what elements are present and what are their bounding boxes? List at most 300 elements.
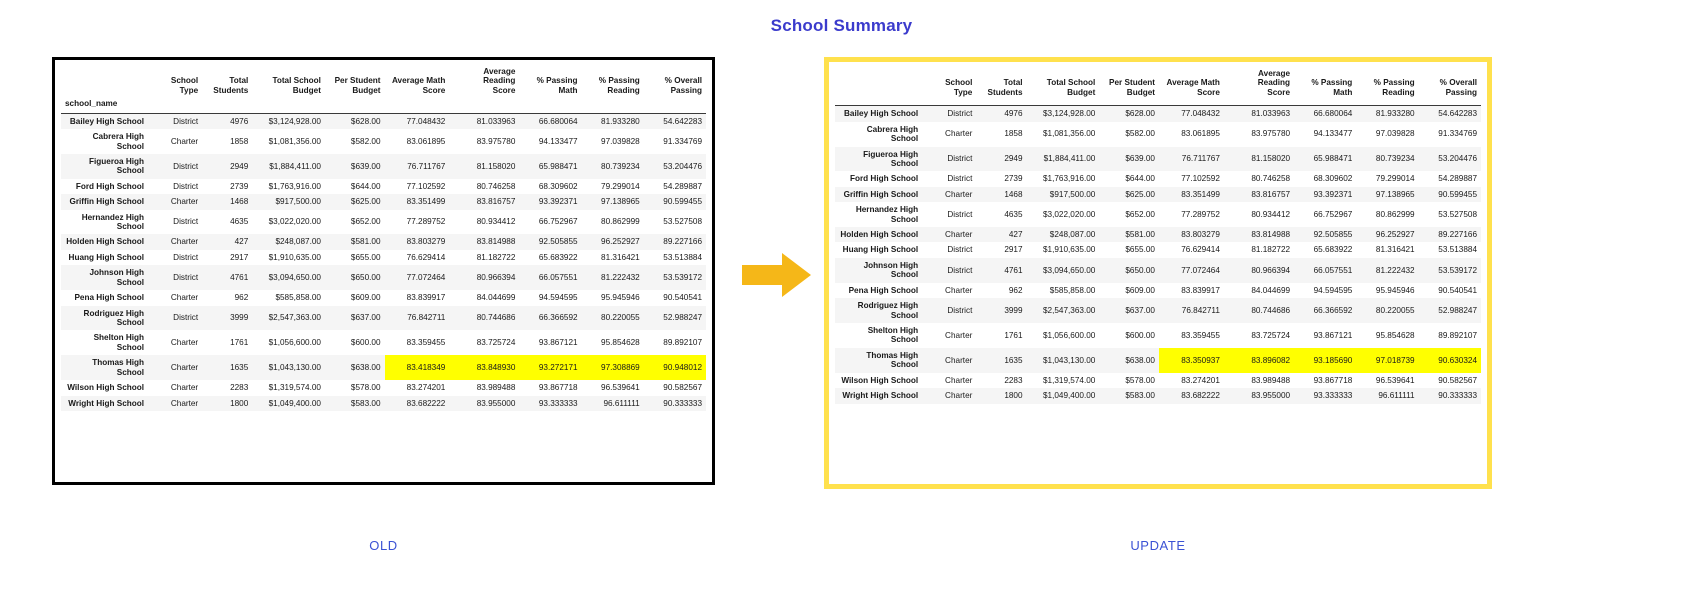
pct-passing-reading-cell: 96.252927 — [1375, 230, 1415, 240]
index-blank-2-old — [202, 98, 252, 113]
school-name-cell: Hernandez High School — [81, 212, 145, 232]
pct-overall-passing-cell: 89.227166 — [1438, 230, 1477, 240]
pct-overall-passing-cell: 90.540541 — [663, 293, 702, 303]
header-school-type-update: School Type — [945, 78, 973, 97]
total-students-cell: 2283 — [230, 383, 249, 393]
header-per-student-budget-update: Per Student Budget — [1109, 78, 1155, 97]
school-summary-table-update — [835, 66, 1481, 404]
school-name-cell: Wilson High School — [67, 383, 145, 393]
header-row-columns-update — [835, 66, 1481, 100]
total-school-budget-cell: $585,858.00 — [275, 293, 321, 303]
pct-passing-math-cell: 93.333333 — [538, 398, 578, 408]
average-math-score-cell: 77.048432 — [406, 116, 446, 126]
pct-overall-passing-cell: 53.539172 — [1438, 265, 1477, 275]
pct-overall-passing-cell: 53.539172 — [663, 273, 702, 283]
per-student-budget-cell: $581.00 — [350, 237, 381, 247]
pct-passing-reading-cell: 80.739234 — [1375, 154, 1415, 164]
header-blank-update — [835, 66, 926, 100]
school-name-cell: Holden High School — [66, 237, 145, 247]
school-type-cell: District — [173, 181, 199, 191]
average-math-score-cell: 83.803279 — [406, 237, 446, 247]
per-student-budget-cell: $583.00 — [350, 398, 381, 408]
average-math-score-cell: 83.803279 — [1181, 230, 1220, 240]
average-math-score-cell: 76.711767 — [1181, 154, 1220, 164]
per-student-budget-cell: $650.00 — [350, 273, 381, 283]
pct-passing-math-cell: 65.988471 — [1313, 154, 1353, 164]
average-math-score-cell: 76.629414 — [406, 252, 446, 262]
pct-overall-passing-cell: 89.227166 — [663, 237, 702, 247]
total-school-budget-cell: $1,884,411.00 — [269, 161, 321, 171]
school-type-cell: Charter — [945, 330, 973, 340]
per-student-budget-cell: $655.00 — [1125, 245, 1155, 255]
average-math-score-cell: 83.274201 — [406, 383, 446, 393]
index-blank-5-old — [385, 98, 450, 113]
average-reading-score-cell: 83.989488 — [476, 383, 516, 393]
total-school-budget-cell: $1,043,130.00 — [268, 362, 321, 372]
average-math-score-cell: 83.839917 — [1181, 285, 1220, 295]
pct-passing-reading-cell: 95.945946 — [1375, 285, 1415, 295]
header-school-type-old: School Type — [170, 76, 199, 95]
table-row — [61, 380, 706, 395]
average-reading-score-cell: 80.966394 — [1251, 265, 1291, 275]
update-table-panel — [824, 57, 1492, 489]
total-students-cell: 2739 — [230, 181, 249, 191]
pct-passing-math-cell: 93.867718 — [1313, 375, 1353, 385]
pct-overall-passing-cell: 90.582567 — [663, 383, 702, 393]
total-school-budget-cell: $1,056,600.00 — [268, 338, 321, 348]
header-pct-passing-reading-old: % Passing Reading — [598, 76, 640, 95]
table-body-old — [61, 113, 706, 411]
pct-passing-reading-cell: 96.611111 — [603, 398, 640, 408]
pct-passing-reading-cell: 80.862999 — [1375, 209, 1415, 219]
school-type-cell: District — [947, 174, 973, 184]
pct-overall-passing-cell: 54.642283 — [663, 116, 702, 126]
pct-passing-reading-cell: 81.933280 — [601, 116, 640, 126]
total-school-budget-cell: $1,081,356.00 — [1042, 129, 1096, 139]
per-student-budget-cell: $637.00 — [1125, 305, 1155, 315]
total-students-cell: 427 — [234, 237, 249, 247]
school-type-cell: Charter — [945, 375, 973, 385]
page-title: School Summary — [770, 16, 913, 35]
index-blank-6-old — [449, 98, 519, 113]
per-student-budget-cell: $639.00 — [1125, 154, 1155, 164]
pct-passing-math-cell: 68.309602 — [538, 181, 578, 191]
school-name-cell: Bailey High School — [844, 109, 919, 119]
pct-passing-math-cell: 92.505855 — [1313, 230, 1353, 240]
per-student-budget-cell: $578.00 — [350, 383, 381, 393]
total-students-cell: 962 — [234, 293, 249, 303]
pct-passing-reading-cell: 96.539641 — [601, 383, 640, 393]
per-student-budget-cell: $609.00 — [350, 293, 381, 303]
total-students-cell: 2917 — [1004, 245, 1023, 255]
index-blank-1-old — [152, 98, 202, 113]
average-math-score-cell: 76.711767 — [407, 161, 446, 171]
index-blank-8-old — [582, 98, 644, 113]
table-header-update — [835, 66, 1481, 106]
pct-passing-reading-cell: 81.316421 — [601, 252, 640, 262]
total-students-cell: 962 — [1008, 285, 1023, 295]
header-total-students-old: Total Students — [213, 76, 249, 95]
pct-passing-reading-cell: 97.039828 — [1375, 129, 1415, 139]
total-school-budget-cell: $248,087.00 — [275, 237, 321, 247]
table-row — [61, 265, 706, 290]
school-type-cell: District — [947, 109, 973, 119]
average-reading-score-cell: 83.989488 — [1251, 375, 1291, 385]
pct-passing-math-cell: 66.057551 — [538, 273, 578, 283]
school-name-cell: Johnson High School — [89, 268, 145, 287]
average-math-score-cell: 77.102592 — [406, 181, 446, 191]
school-type-cell: District — [947, 209, 973, 219]
average-reading-score-cell: 81.158020 — [476, 161, 516, 171]
total-students-cell: 2949 — [1004, 154, 1023, 164]
total-students-cell: 2283 — [1004, 375, 1023, 385]
average-reading-score-cell: 83.816757 — [476, 197, 516, 207]
school-type-cell: Charter — [170, 197, 199, 207]
average-math-score-cell: 77.102592 — [1181, 174, 1220, 184]
average-reading-score-cell: 81.033963 — [1251, 109, 1291, 119]
table-row — [835, 122, 1481, 147]
pct-overall-passing-cell: 90.630324 — [1419, 348, 1481, 373]
school-type-cell: Charter — [945, 285, 973, 295]
per-student-budget-cell: $652.00 — [1125, 209, 1155, 219]
pct-overall-passing-cell: 90.948012 — [644, 355, 706, 380]
pct-passing-math-cell: 93.867121 — [1313, 330, 1353, 340]
pct-overall-passing-cell: 91.334769 — [1438, 129, 1477, 139]
pct-passing-math-cell: 93.333333 — [1313, 391, 1353, 401]
average-reading-score-cell: 81.033963 — [476, 116, 516, 126]
school-name-cell: Huang High School — [68, 252, 145, 262]
header-pct-overall-passing-old: % Overall Passing — [664, 76, 702, 95]
school-type-cell: District — [947, 245, 973, 255]
header-total-school-budget-old: Total School Budget — [272, 76, 321, 95]
pct-passing-math-cell: 93.272171 — [519, 355, 581, 380]
header-pct-passing-math-old: % Passing Math — [536, 76, 578, 95]
table-row — [835, 283, 1481, 298]
total-school-budget-cell: $248,087.00 — [1049, 230, 1096, 240]
per-student-budget-cell: $644.00 — [1125, 174, 1155, 184]
table-row — [61, 396, 706, 411]
pct-overall-passing-cell: 90.582567 — [1438, 375, 1477, 385]
pct-passing-reading-cell: 81.222432 — [601, 273, 640, 283]
pct-passing-math-cell: 66.366592 — [538, 313, 578, 323]
pct-passing-math-cell: 66.366592 — [1313, 305, 1353, 315]
per-student-budget-cell: $600.00 — [1125, 330, 1155, 340]
total-students-cell: 1761 — [230, 338, 249, 348]
pct-passing-math-cell: 93.867718 — [538, 383, 578, 393]
index-label-old: school_name — [61, 98, 152, 113]
table-row — [835, 348, 1481, 373]
school-name-cell: Rodriguez High School — [83, 308, 145, 328]
total-students-cell: 1468 — [1004, 189, 1023, 199]
school-type-cell: District — [947, 305, 973, 315]
school-type-cell: District — [947, 265, 973, 275]
total-students-cell: 4976 — [230, 116, 249, 126]
pct-passing-reading-cell: 97.138965 — [601, 197, 640, 207]
table-row — [61, 330, 706, 355]
table-row — [835, 388, 1481, 403]
average-reading-score-cell: 83.816757 — [1251, 189, 1291, 199]
average-math-score-cell: 83.839917 — [406, 293, 446, 303]
average-math-score-cell: 77.289752 — [406, 217, 446, 227]
per-student-budget-cell: $650.00 — [1125, 265, 1155, 275]
caption-old: OLD — [369, 538, 398, 553]
pct-overall-passing-cell: 90.333333 — [1438, 391, 1477, 401]
pct-overall-passing-cell: 52.988247 — [1438, 305, 1477, 315]
table-row — [61, 234, 706, 249]
average-math-score-cell: 77.072464 — [1181, 265, 1220, 275]
old-table-panel — [52, 57, 715, 485]
school-type-cell: District — [173, 116, 199, 126]
pct-passing-math-cell: 66.680064 — [1313, 109, 1353, 119]
pct-passing-math-cell: 65.683922 — [538, 252, 578, 262]
total-school-budget-cell: $2,547,363.00 — [268, 313, 321, 323]
school-name-cell: Ford High School — [849, 174, 919, 184]
total-students-cell: 2739 — [1004, 174, 1023, 184]
total-school-budget-cell: $1,043,130.00 — [1042, 355, 1096, 365]
average-reading-score-cell: 80.744686 — [476, 313, 516, 323]
school-summary-table-old — [61, 64, 706, 411]
school-name-cell: Pena High School — [74, 293, 145, 303]
per-student-budget-cell: $578.00 — [1125, 375, 1155, 385]
average-reading-score-cell: 80.966394 — [476, 273, 516, 283]
school-type-cell: Charter — [945, 391, 973, 401]
header-total-students-update: Total Students — [987, 78, 1023, 97]
old-table-scroll — [55, 60, 712, 482]
table-row — [61, 210, 706, 235]
pct-overall-passing-cell: 90.599455 — [1438, 189, 1477, 199]
pct-passing-math-cell: 94.133477 — [1313, 129, 1353, 139]
pct-overall-passing-cell: 54.289887 — [663, 181, 702, 191]
update-table-scroll — [829, 62, 1487, 484]
table-row — [61, 154, 706, 179]
table-row — [61, 250, 706, 265]
table-row — [835, 373, 1481, 388]
average-math-score-cell: 83.682222 — [406, 398, 446, 408]
average-reading-score-cell: 83.814988 — [1251, 230, 1291, 240]
school-name-cell: Pena High School — [848, 285, 919, 295]
per-student-budget-cell: $581.00 — [1125, 230, 1155, 240]
pct-overall-passing-cell: 89.892107 — [663, 338, 702, 348]
average-reading-score-cell: 80.744686 — [1251, 305, 1291, 315]
pct-overall-passing-cell: 52.988247 — [663, 313, 702, 323]
index-blank-9-old — [644, 98, 706, 113]
table-row — [61, 113, 706, 129]
total-school-budget-cell: $917,500.00 — [275, 197, 321, 207]
total-students-cell: 1635 — [1004, 355, 1023, 365]
average-math-score-cell: 76.842711 — [407, 313, 446, 323]
total-students-cell: 4635 — [230, 217, 249, 227]
header-average-math-score-update: Average Math Score — [1166, 78, 1220, 97]
total-students-cell: 4635 — [1004, 209, 1023, 219]
total-students-cell: 2949 — [230, 161, 249, 171]
pct-overall-passing-cell: 91.334769 — [663, 136, 702, 146]
school-name-cell: Shelton High School — [93, 333, 145, 352]
per-student-budget-cell: $628.00 — [1125, 109, 1155, 119]
table-row — [61, 355, 706, 380]
total-students-cell: 427 — [1008, 230, 1023, 240]
school-type-cell: District — [173, 217, 199, 227]
pct-passing-reading-cell: 97.039828 — [601, 136, 640, 146]
average-math-score-cell: 83.061895 — [1181, 129, 1220, 139]
school-name-cell: Ford High School — [75, 181, 145, 191]
school-type-cell: Charter — [945, 230, 973, 240]
table-row — [61, 290, 706, 305]
header-average-reading-score-old: Average Reading Score — [483, 67, 516, 95]
pct-passing-math-cell: 66.680064 — [538, 116, 578, 126]
total-school-budget-cell: $3,124,928.00 — [268, 116, 321, 126]
average-math-score-cell: 83.418349 — [385, 355, 450, 380]
pct-passing-math-cell: 65.988471 — [538, 161, 578, 171]
total-school-budget-cell: $3,094,650.00 — [1042, 265, 1096, 275]
school-name-cell: Figueroa High School — [89, 156, 145, 176]
pct-overall-passing-cell: 53.513884 — [663, 252, 702, 262]
total-school-budget-cell: $3,022,020.00 — [268, 217, 321, 227]
school-type-cell: District — [173, 273, 199, 283]
pct-passing-reading-cell: 97.018739 — [1356, 348, 1418, 373]
pct-passing-math-cell: 94.133477 — [538, 136, 578, 146]
pct-overall-passing-cell: 54.289887 — [1438, 174, 1477, 184]
pct-passing-reading-cell: 96.611111 — [1378, 391, 1415, 401]
school-name-cell: Wilson High School — [841, 375, 919, 385]
pct-passing-reading-cell: 95.854628 — [601, 338, 640, 348]
school-name-cell: Shelton High School — [867, 326, 919, 345]
pct-passing-reading-cell: 80.220055 — [601, 313, 640, 323]
average-reading-score-cell: 83.896082 — [1224, 348, 1294, 373]
school-type-cell: Charter — [170, 293, 199, 303]
average-math-score-cell: 83.359455 — [1181, 330, 1220, 340]
pct-passing-math-cell: 66.752967 — [538, 217, 578, 227]
total-students-cell: 4761 — [1004, 265, 1023, 275]
per-student-budget-cell: $625.00 — [1125, 189, 1155, 199]
pct-overall-passing-cell: 90.599455 — [663, 197, 702, 207]
school-type-cell: Charter — [945, 189, 973, 199]
school-type-cell: District — [173, 252, 199, 262]
table-row — [61, 129, 706, 154]
school-name-cell: Hernandez High School — [855, 205, 919, 224]
pct-passing-reading-cell: 81.933280 — [1375, 109, 1415, 119]
header-pct-passing-math-update: % Passing Math — [1311, 78, 1353, 97]
per-student-budget-cell: $638.00 — [350, 362, 381, 372]
pct-overall-passing-cell: 89.892107 — [1438, 330, 1477, 340]
total-school-budget-cell: $917,500.00 — [1049, 189, 1096, 199]
average-reading-score-cell: 80.934412 — [1251, 209, 1291, 219]
per-student-budget-cell: $582.00 — [1125, 129, 1155, 139]
pct-passing-math-cell: 93.867121 — [538, 338, 578, 348]
caption-update: UPDATE — [1130, 538, 1186, 553]
header-average-reading-score-update: Average Reading Score — [1257, 69, 1291, 97]
average-math-score-cell: 83.351499 — [406, 197, 446, 207]
pct-passing-math-cell: 94.594595 — [1313, 285, 1353, 295]
pct-overall-passing-cell: 90.333333 — [663, 398, 702, 408]
pct-passing-reading-cell: 79.299014 — [1375, 174, 1415, 184]
table-row — [61, 179, 706, 194]
school-type-cell: District — [947, 154, 973, 164]
table-row — [61, 306, 706, 331]
average-math-score-cell: 83.350937 — [1159, 348, 1224, 373]
school-name-cell: Griffin High School — [69, 197, 145, 207]
per-student-budget-cell: $637.00 — [350, 313, 381, 323]
school-name-cell: Cabrera High School — [866, 124, 919, 144]
total-students-cell: 1800 — [1004, 391, 1023, 401]
average-math-score-cell: 77.072464 — [406, 273, 446, 283]
table-row — [835, 323, 1481, 348]
pct-passing-reading-cell: 96.539641 — [1375, 375, 1415, 385]
header-pct-passing-reading-update: % Passing Reading — [1373, 78, 1415, 97]
pct-passing-math-cell: 66.752967 — [1313, 209, 1353, 219]
total-school-budget-cell: $3,124,928.00 — [1042, 109, 1096, 119]
total-school-budget-cell: $1,319,574.00 — [268, 383, 321, 393]
average-math-score-cell: 76.629414 — [1181, 245, 1220, 255]
pct-passing-math-cell: 65.683922 — [1313, 245, 1353, 255]
average-reading-score-cell: 83.814988 — [476, 237, 516, 247]
school-type-cell: Charter — [945, 355, 973, 365]
average-reading-score-cell: 84.044699 — [476, 293, 516, 303]
average-reading-score-cell: 83.955000 — [1251, 391, 1291, 401]
index-blank-4-old — [325, 98, 385, 113]
table-row — [835, 258, 1481, 283]
average-math-score-cell: 76.842711 — [1181, 305, 1220, 315]
school-name-cell: Cabrera High School — [92, 132, 145, 151]
school-name-cell: Wright High School — [68, 398, 145, 408]
average-reading-score-cell: 83.725724 — [476, 338, 516, 348]
school-name-cell: Thomas High School — [866, 350, 919, 370]
school-name-cell: Huang High School — [842, 245, 919, 255]
per-student-budget-cell: $644.00 — [350, 181, 381, 191]
school-name-cell: Johnson High School — [863, 260, 919, 280]
total-school-budget-cell: $1,910,635.00 — [1042, 245, 1096, 255]
header-per-student-budget-old: Per Student Budget — [334, 76, 381, 95]
total-students-cell: 3999 — [230, 313, 249, 323]
pct-passing-math-cell: 92.505855 — [538, 237, 578, 247]
average-reading-score-cell: 84.044699 — [1251, 285, 1291, 295]
average-math-score-cell: 83.682222 — [1181, 391, 1220, 401]
school-type-cell: Charter — [170, 136, 199, 146]
table-body-update — [835, 106, 1481, 404]
average-math-score-cell: 77.289752 — [1181, 209, 1220, 219]
average-math-score-cell: 83.061895 — [406, 136, 446, 146]
school-name-cell: Thomas High School — [92, 358, 145, 377]
per-student-budget-cell: $609.00 — [1125, 285, 1155, 295]
pct-passing-reading-cell: 96.252927 — [601, 237, 640, 247]
pct-passing-reading-cell: 80.739234 — [601, 161, 640, 171]
school-type-cell: District — [173, 313, 199, 323]
header-average-math-score-old: Average Math Score — [391, 76, 446, 95]
total-students-cell: 4761 — [230, 273, 249, 283]
pct-passing-math-cell: 94.594595 — [538, 293, 578, 303]
pct-passing-math-cell: 93.392371 — [538, 197, 578, 207]
table-row — [835, 298, 1481, 323]
pct-passing-math-cell: 66.057551 — [1313, 265, 1353, 275]
total-students-cell: 1761 — [1004, 330, 1023, 340]
pct-passing-reading-cell: 80.862999 — [601, 217, 640, 227]
total-school-budget-cell: $3,094,650.00 — [268, 273, 321, 283]
average-reading-score-cell: 83.975780 — [476, 136, 516, 146]
school-type-cell: Charter — [170, 237, 199, 247]
average-math-score-cell: 83.359455 — [406, 338, 446, 348]
school-name-cell: Rodriguez High School — [857, 301, 919, 320]
table-row — [835, 227, 1481, 242]
pct-passing-reading-cell: 97.138965 — [1375, 189, 1415, 199]
total-students-cell: 3999 — [1004, 305, 1023, 315]
index-blank-3-old — [252, 98, 325, 113]
school-type-cell: Charter — [170, 383, 199, 393]
average-math-score-cell: 83.274201 — [1181, 375, 1220, 385]
total-school-budget-cell: $2,547,363.00 — [1042, 305, 1096, 315]
school-name-cell: Griffin High School — [843, 189, 919, 199]
table-row — [835, 202, 1481, 227]
total-school-budget-cell: $1,049,400.00 — [268, 398, 321, 408]
per-student-budget-cell: $600.00 — [350, 338, 381, 348]
